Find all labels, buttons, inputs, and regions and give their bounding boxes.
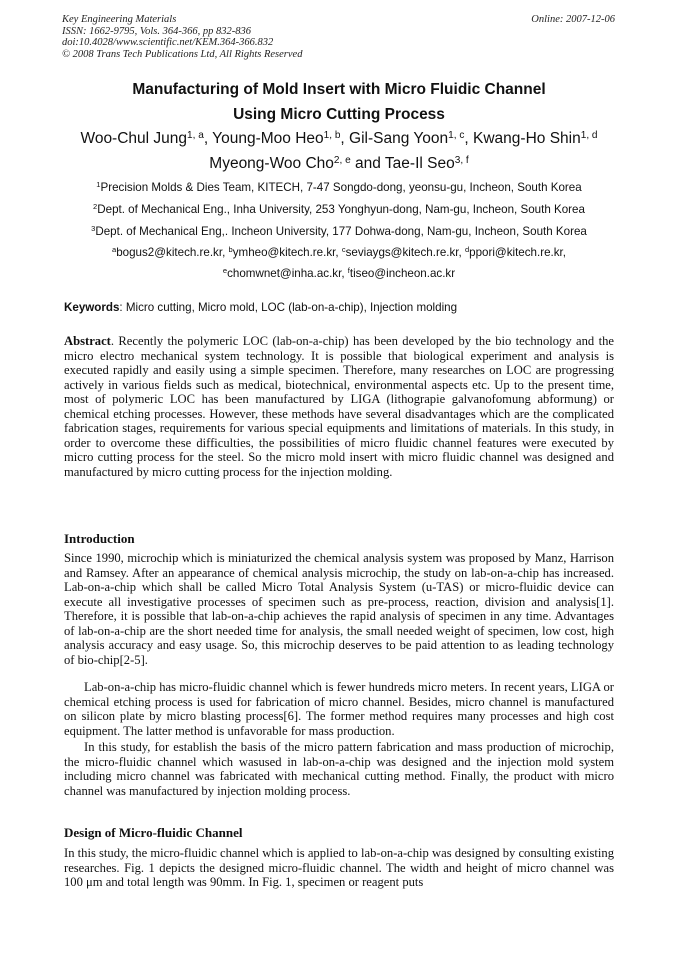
keywords-label: Keywords: [64, 301, 120, 314]
email-address: tiseo@incheon.ac.kr: [349, 267, 456, 280]
affiliation-2: $^2$Dept. of Mechanical Eng., Inha University, 253 Yonghyun-dong, Nam-gu, Incheon, South Korea: [93, 202, 585, 216]
introduction-paragraph-2: Lab-on-a-chip has micro-fluidic channel which is fewer hundreds micro meters. In recent years, LIGA or chemical etching process is used for fabrication of micro channel. Besides, micro channel is manufactured on silicon plate by micro blasting process[6]. The former method requires many processes and high cost equipment. The latter method is unfavorable for mass production.: [64, 680, 614, 738]
keywords-line: [64, 301, 457, 314]
paper-title-line-1: Manufacturing of Mold Insert with Micro Fluidic Channel: [132, 81, 546, 98]
section-heading-design: Design of Micro-fluidic Channel: [64, 825, 243, 840]
author-name: Kwang-Ho Shin: [473, 130, 581, 147]
author-list-line-2: Myeong-Woo Cho$^{2, e}$ and Tae-Il Seo$^{3, f}$: [209, 154, 469, 172]
author-name: Young-Moo Heo: [212, 130, 324, 147]
email-address: ppori@kitech.re.kr,: [469, 246, 566, 259]
design-paragraph-1: In this study, the micro-fluidic channel which is applied to lab-on-a-chip was designed by consulting existing researches. Fig. 1 depicts the designed micro-fluidic channel. The width and height of micro channel was 100 μm and total length was 90mm. In Fig. 1, specimen or reagent puts: [64, 846, 614, 889]
author-affiliation-sup: 1, a: [187, 129, 204, 141]
affiliation-1: $^1$Precision Molds & Dies Team, KITECH, 7-47 Songdo-dong, yeonsu-gu, Incheon, South Korea: [96, 180, 582, 194]
email-address: seviaygs@kitech.re.kr,: [345, 246, 465, 259]
doi-line: doi:10.4028/www.scientific.net/KEM.364-366.832: [62, 37, 274, 48]
journal-name: Key Engineering Materials: [62, 14, 177, 25]
email-address: bogus2@kitech.re.kr,: [116, 246, 229, 259]
keywords-text: : Micro cutting, Micro mold, LOC (lab-on-a-chip), Injection molding: [119, 301, 458, 314]
section-heading-introduction: Introduction: [64, 531, 135, 546]
author-name: Gil-Sang Yoon: [349, 130, 449, 147]
email-address: chomwnet@inha.ac.kr,: [227, 267, 348, 280]
issn-line: ISSN: 1662-9795, Vols. 364-366, pp 832-836: [62, 25, 251, 37]
author-affiliation-sup: 1, c: [448, 129, 465, 141]
author-affiliation-sup: 1, d: [580, 129, 598, 141]
author-name: Woo-Chul Jung: [80, 130, 188, 147]
introduction-paragraph-1: Since 1990, microchip which is miniaturized the chemical analysis system was proposed by Manz, Harrison and Ramsey. After an appearance of chemical analysis microchip, the study on lab-on-a-chip has increased. Lab-on-a-chip which shall be called Micro Total Analysis System (u-TAS) or micro-fluidic device can execute all investigative processes of specimen such as pre-process, reaction, division and analysis[1]. Therefore, it is possible that lab-on-a-chip achieves the rapid analysis of specimen in any time. Advantages of lab-on-a-chip are the short needed time for analysis, the small needed weight of specimen, low cost, high analysis accuracy and easy usage. So, this microchip deserves to be paid attention to as leading technology of bio-chip[2-5].: [64, 551, 614, 667]
author-list-line-1: Woo-Chul Jung$^{1, a}$, Young-Moo Heo$^{1, b}$, Gil-Sang Yoon$^{1, c}$, Kwang-Ho Shin$^{1, d}$: [80, 129, 598, 147]
abstract-paragraph: Abstract. Recently the polymeric LOC (lab-on-a-chip) has been developed by the bio technology and the micro electro mechanical system technology. It is possible that biological experiment and analysis is executed rapidly and easily using a simple specimen. Therefore, many researches on LOC are progressing actively in various fields such as medical, biotechnical, environmental aspects etc. Up to the present time, most of polymeric LOC has been manufactured by LIGA (lithograpie galvanofomung abformung) or chemical etching processes. However, these methods have several disadvantages which are the complicated fabrication stages, requirements for various special equipments and limitations of materials. In this study, in order to overcome these difficulties, the possibilities of micro fluidic channel features were executed by micro cutting process for the steel. So the micro mold insert with micro fluidic channel was designed and manufactured by micro cutting process for the injection molding.: [64, 334, 614, 479]
introduction-paragraph-3: In this study, for establish the basis of the micro pattern fabrication and mass production of microchip, the micro-fluidic channel which wasused in lab-on-a-chip was designed and the injection mold system including micro channel was fabricated with mechanical cutting method. Finally, the product with micro channel was manufactured by injection molding process.: [64, 740, 614, 798]
affiliation-3: $^3$Dept. of Mechanical Eng,. Incheon University, 177 Dohwa-dong, Nam-gu, Incheon, South Korea: [91, 224, 587, 238]
author-affiliation-sup: 3, f: [454, 154, 469, 166]
author-affiliation-sup: 2, e: [333, 154, 351, 166]
abstract-label: Abstract: [64, 334, 111, 348]
online-date: Online: 2007-12-06: [531, 14, 615, 25]
author-name: Myeong-Woo Cho: [209, 155, 334, 172]
email-list-line-2: $^e$chomwnet@inha.ac.kr, $^f$tiseo@incheon.ac.kr: [222, 266, 456, 280]
email-list-line-1: $^a$bogus2@kitech.re.kr, $^b$ymheo@kitech.re.kr, $^c$seviaygs@kitech.re.kr, $^d$ppori@kitech.re.kr,: [112, 245, 566, 259]
email-address: ymheo@kitech.re.kr,: [232, 246, 342, 259]
author-affiliation-sup: 1, b: [323, 129, 341, 141]
author-name: Tae-Il Seo: [384, 155, 455, 172]
journal-header: [62, 14, 302, 60]
copyright-line: © 2008 Trans Tech Publications Ltd, All Rights Reserved: [62, 48, 303, 60]
paper-title-line-2: Using Micro Cutting Process: [233, 106, 445, 123]
